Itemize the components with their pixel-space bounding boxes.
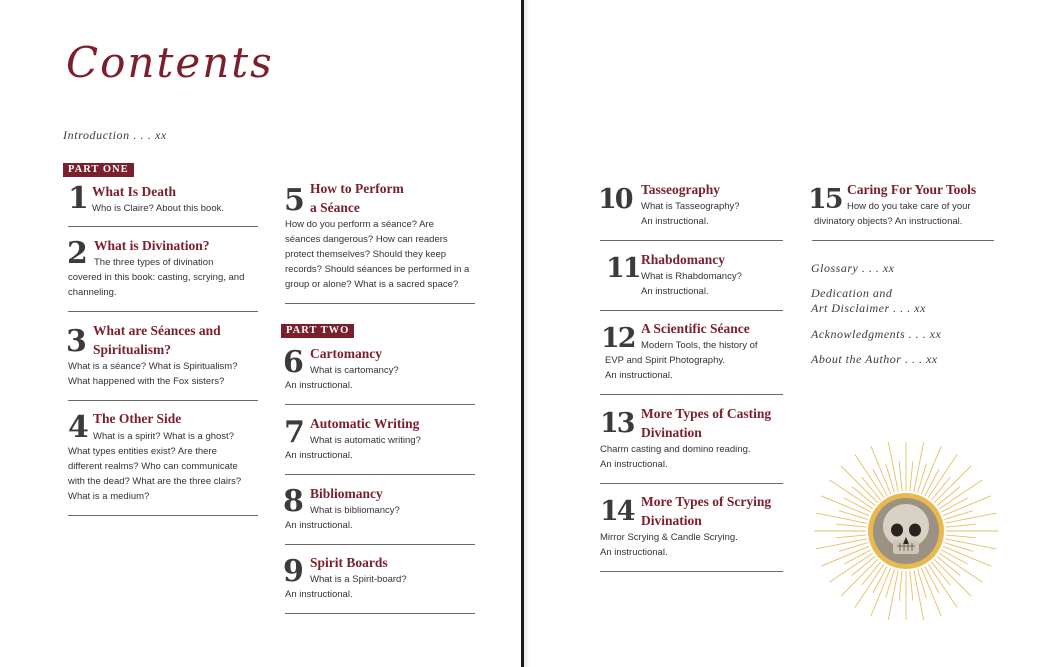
divider: [600, 240, 783, 241]
chapter-title: The Other Side: [93, 411, 182, 426]
sunburst-ray: [946, 535, 976, 538]
about-author-entry[interactable]: About the Author . . . xx: [811, 352, 938, 366]
chapter-description: channeling.: [68, 287, 117, 298]
spine-shadow: [524, 0, 530, 667]
sunburst-ray: [910, 571, 913, 601]
chapter-title: Bibliomancy: [310, 486, 383, 501]
sunburst-ray: [888, 442, 898, 492]
sunburst-ray: [855, 455, 884, 498]
divider: [285, 544, 475, 545]
sunburst-ray: [910, 461, 913, 491]
sunburst-ray: [830, 553, 873, 582]
sunburst-ray: [928, 564, 957, 607]
chapter-number: 10: [598, 184, 632, 215]
chapter-number: 5: [284, 183, 305, 218]
chapter-title: Spirit Boards: [310, 555, 388, 570]
chapter-description: covered in this book: casting, scrying, and: [68, 272, 245, 283]
chapter-number: 11: [606, 253, 640, 284]
sunburst-ray: [836, 535, 866, 538]
chapter-number: 9: [283, 554, 304, 589]
sunburst-ray: [888, 570, 898, 620]
chapter-title: Automatic Writing: [310, 416, 420, 431]
chapter-title: Rhabdomancy: [641, 252, 726, 267]
chapter-title: Cartomancy: [310, 346, 382, 361]
divider: [600, 394, 783, 395]
page-title: Contents: [66, 38, 274, 87]
sunburst-ray: [816, 539, 867, 549]
divider: [68, 311, 258, 312]
chapter-description: different realms? Who can communicate: [68, 461, 238, 472]
acknowledgments-entry[interactable]: Acknowledgments . . . xx: [811, 327, 942, 341]
chapter-description: What is cartomancy?: [310, 365, 399, 376]
chapter-description: EVP and Spirit Photography.: [605, 355, 726, 366]
chapter-description: What happened with the Fox sisters?: [68, 376, 225, 387]
chapter-number: 7: [284, 415, 305, 450]
introduction-entry[interactable]: Introduction . . . xx: [63, 128, 167, 142]
chapter-number: 15: [808, 184, 842, 215]
chapter-description: What is Rhabdomancy?: [641, 271, 742, 282]
sunburst-ray: [914, 442, 924, 492]
chapter-description: What is a medium?: [68, 491, 150, 502]
chapter-description: The three types of divination: [94, 257, 214, 268]
chapter-description: Charm casting and domino reading.: [600, 444, 751, 455]
chapter-number: 3: [66, 324, 87, 359]
chapter-title: Divination: [641, 425, 702, 440]
chapter-description: What is a spirit? What is a ghost?: [93, 431, 234, 442]
chapter-description: with the dead? What are the three clairs?: [68, 476, 242, 487]
art-disclaimer-entry[interactable]: Art Disclaimer . . . xx: [811, 301, 926, 315]
chapter-title: Caring For Your Tools: [847, 182, 977, 197]
sunburst-ray: [816, 513, 867, 523]
chapter-description: An instructional.: [600, 547, 668, 558]
part-one-badge: PART ONE: [63, 163, 134, 177]
chapter-description: An instructional.: [285, 589, 353, 600]
chapter-description: What is a séance? What is Spiritualism?: [68, 361, 238, 372]
chapter-description: How do you perform a séance? Are: [285, 219, 434, 230]
chapter-number: 1: [68, 181, 89, 216]
sunburst-ray: [946, 524, 976, 527]
sunburst-ray: [914, 570, 924, 620]
chapter-description: protect themselves? Should they keep: [285, 249, 447, 260]
divider: [68, 400, 258, 401]
skull-eye-left: [891, 524, 903, 537]
divider: [285, 613, 475, 614]
chapter-title: Spiritualism?: [93, 342, 172, 357]
glossary-entry[interactable]: Glossary . . . xx: [811, 261, 895, 275]
sunburst-ray: [899, 461, 902, 491]
chapter-description: An instructional.: [600, 459, 668, 470]
chapter-description: An instructional.: [641, 286, 709, 297]
part-two-badge: PART TWO: [281, 324, 354, 338]
chapter-title: A Scientific Séance: [641, 321, 750, 336]
chapter-title: What are Séances and: [93, 323, 221, 338]
divider: [68, 226, 258, 227]
divider: [285, 474, 475, 475]
chapter-number: 4: [68, 410, 89, 445]
chapter-description: An instructional.: [285, 380, 353, 391]
chapter-title: What is Divination?: [94, 238, 210, 253]
chapter-title: More Types of Casting: [641, 406, 772, 421]
chapter-title: a Séance: [310, 200, 360, 215]
sunburst-ray: [945, 513, 996, 523]
chapter-description: Mirror Scrying & Candle Scrying.: [600, 532, 738, 543]
chapter-title: More Types of Scrying: [641, 494, 772, 509]
divider: [600, 483, 783, 484]
sunburst-ray: [939, 480, 982, 509]
divider: [68, 515, 258, 516]
divider: [600, 571, 783, 572]
chapter-description: What types entities exist? Are there: [68, 446, 217, 457]
sunburst-ray: [934, 559, 971, 596]
chapter-description: records? Should séances be performed in a: [285, 264, 470, 275]
chapter-description: How do you take care of your: [847, 201, 971, 212]
dedication-entry[interactable]: Dedication and: [811, 286, 893, 300]
chapter-number: 6: [283, 345, 304, 380]
chapter-title: How to Perform: [310, 181, 404, 196]
sunburst-ray: [928, 455, 957, 498]
chapter-description: What is a Spirit-board?: [310, 574, 407, 585]
sunburst-ray: [841, 466, 878, 503]
skull-sunburst-icon: [802, 442, 1002, 620]
skull-eye-right: [909, 524, 921, 537]
sunburst-ray: [945, 539, 996, 549]
chapter-number: 8: [283, 484, 304, 519]
chapter-description: divinatory objects? An instructional.: [814, 216, 963, 227]
chapter-description: An instructional.: [641, 216, 709, 227]
divider: [285, 404, 475, 405]
sunburst-ray: [934, 466, 971, 503]
chapter-title: Divination: [641, 513, 702, 528]
divider: [285, 303, 475, 304]
chapter-description: séances dangerous? How can readers: [285, 234, 448, 245]
sunburst-ray: [841, 559, 878, 596]
sunburst-ray: [939, 553, 982, 582]
chapter-number: 2: [67, 236, 88, 271]
sunburst-ray: [899, 571, 902, 601]
divider: [600, 310, 783, 311]
chapter-description: Modern Tools, the history of: [641, 340, 758, 351]
chapter-description: Who is Claire? About this book.: [92, 203, 225, 214]
chapter-description: What is Tasseography?: [641, 201, 740, 212]
sunburst-ray: [830, 480, 873, 509]
chapter-description: An instructional.: [285, 450, 353, 461]
sunburst-ray: [836, 524, 866, 527]
chapter-description: group or alone? What is a sacred space?: [285, 279, 459, 290]
chapter-description: An instructional.: [605, 370, 673, 381]
chapter-number: 13: [600, 408, 634, 439]
chapter-description: What is bibliomancy?: [310, 505, 400, 516]
chapter-number: 12: [601, 323, 635, 354]
chapter-number: 14: [600, 496, 634, 527]
chapter-description: What is automatic writing?: [310, 435, 421, 446]
chapter-title: What Is Death: [92, 184, 177, 199]
chapter-title: Tasseography: [641, 182, 721, 197]
chapter-description: An instructional.: [285, 520, 353, 531]
divider: [812, 240, 994, 241]
sunburst-ray: [855, 564, 884, 607]
